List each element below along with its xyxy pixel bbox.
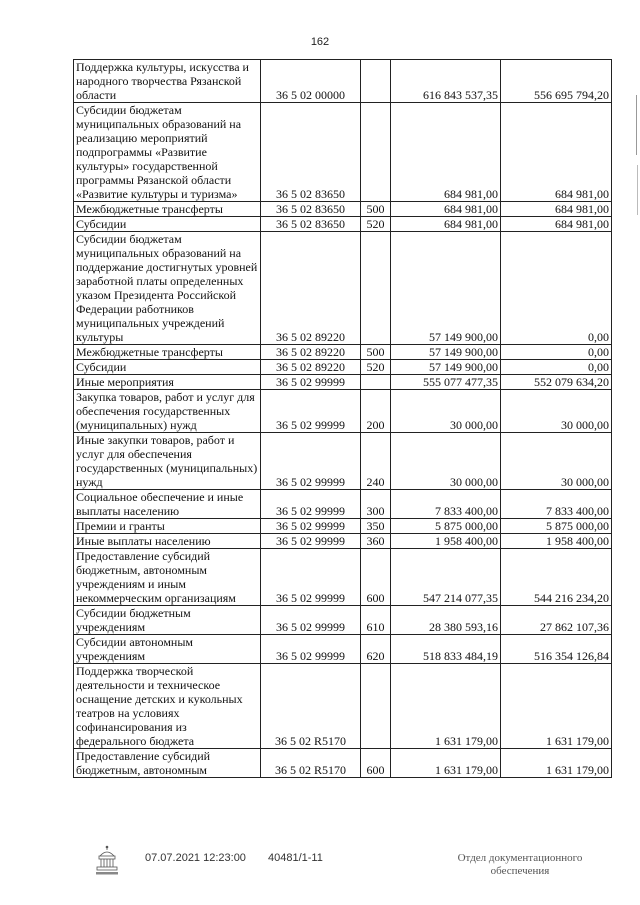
table-row	[74, 345, 612, 360]
duma-logo-icon	[92, 844, 122, 878]
row-vr: 500	[361, 345, 391, 360]
row-vr: 600	[361, 749, 391, 778]
table-row	[74, 60, 612, 103]
row-code: 36 5 02 99999	[261, 390, 361, 433]
row-name: Предоставление субсидий бюджетным, автономным учреждениям и иным некоммерческим организациям	[74, 549, 261, 606]
row-code: 36 5 02 R5170	[261, 664, 361, 749]
row-vr: 360	[361, 534, 391, 549]
row-vr	[361, 103, 391, 202]
row-vr: 500	[361, 202, 391, 217]
row-code: 36 5 02 99999	[261, 606, 361, 635]
row-code: 36 5 02 89220	[261, 232, 361, 345]
row-sum-2022: 684 981,00	[501, 202, 612, 217]
stamp-line-2: обеспечения	[490, 865, 550, 877]
row-vr: 520	[361, 360, 391, 375]
row-sum-2021: 1 958 400,00	[391, 534, 501, 549]
row-code: 36 5 02 89220	[261, 345, 361, 360]
row-code: 36 5 02 83650	[261, 217, 361, 232]
row-code: 36 5 02 99999	[261, 534, 361, 549]
row-sum-2021: 7 833 400,00	[391, 490, 501, 519]
page-number: 162	[310, 36, 330, 48]
row-sum-2021: 57 149 900,00	[391, 360, 501, 375]
department-stamp	[440, 852, 600, 878]
row-vr: 200	[361, 390, 391, 433]
row-code: 36 5 02 99999	[261, 490, 361, 519]
footer-doc-number: 40481/1-11	[268, 852, 323, 864]
row-vr: 240	[361, 433, 391, 490]
row-sum-2022: 516 354 126,84	[501, 635, 612, 664]
row-code: 36 5 02 R5170	[261, 749, 361, 778]
row-sum-2022: 544 216 234,20	[501, 549, 612, 606]
row-name: Субсидии бюджетам муниципальных образований на поддержание достигнутых уровней заработной платы определенных указом Президента Российской Федерации работников муниципальных учреждений культуры	[74, 232, 261, 345]
row-code: 36 5 02 99999	[261, 433, 361, 490]
row-sum-2022: 5 875 000,00	[501, 519, 612, 534]
row-name: Межбюджетные трансферты	[74, 345, 261, 360]
table-row	[74, 534, 612, 549]
row-name: Субсидии	[74, 360, 261, 375]
row-sum-2021: 547 214 077,35	[391, 549, 501, 606]
row-sum-2022: 684 981,00	[501, 217, 612, 232]
row-code: 36 5 02 99999	[261, 549, 361, 606]
row-sum-2021: 616 843 537,35	[391, 60, 501, 103]
row-code: 36 5 02 89220	[261, 360, 361, 375]
row-name: Субсидии	[74, 217, 261, 232]
row-sum-2021: 555 077 477,35	[391, 375, 501, 390]
row-name: Иные выплаты населению	[74, 534, 261, 549]
row-sum-2022: 0,00	[501, 345, 612, 360]
budget-table	[73, 59, 612, 778]
row-vr: 620	[361, 635, 391, 664]
row-sum-2021: 1 631 179,00	[391, 749, 501, 778]
table-row	[74, 390, 612, 433]
row-sum-2022: 0,00	[501, 232, 612, 345]
row-sum-2022: 556 695 794,20	[501, 60, 612, 103]
table-row	[74, 606, 612, 635]
page-footer	[0, 852, 640, 892]
row-sum-2022: 7 833 400,00	[501, 490, 612, 519]
stamp-line-1: Отдел документационного	[457, 852, 583, 864]
row-sum-2021: 684 981,00	[391, 217, 501, 232]
table-row	[74, 433, 612, 490]
row-name: Закупка товаров, работ и услуг для обеспечения государственных (муниципальных) нужд	[74, 390, 261, 433]
row-name: Премии и гранты	[74, 519, 261, 534]
row-sum-2022: 30 000,00	[501, 433, 612, 490]
row-code: 36 5 02 00000	[261, 60, 361, 103]
row-name: Поддержка культуры, искусства и народного творчества Рязанской области	[74, 60, 261, 103]
row-name: Социальное обеспечение и иные выплаты населению	[74, 490, 261, 519]
row-sum-2022: 684 981,00	[501, 103, 612, 202]
row-sum-2021: 1 631 179,00	[391, 664, 501, 749]
row-vr: 600	[361, 549, 391, 606]
table-row	[74, 103, 612, 202]
row-vr: 350	[361, 519, 391, 534]
footer-datetime: 07.07.2021 12:23:00	[145, 852, 246, 864]
row-name: Поддержка творческой деятельности и техническое оснащение детских и кукольных театров на условиях софинансирования из федерального бюджета	[74, 664, 261, 749]
row-sum-2021: 684 981,00	[391, 103, 501, 202]
row-sum-2022: 1 631 179,00	[501, 664, 612, 749]
table-row	[74, 375, 612, 390]
row-code: 36 5 02 99999	[261, 635, 361, 664]
row-sum-2021: 30 000,00	[391, 433, 501, 490]
row-vr	[361, 664, 391, 749]
row-sum-2022: 0,00	[501, 360, 612, 375]
row-sum-2022: 552 079 634,20	[501, 375, 612, 390]
row-vr	[361, 60, 391, 103]
row-code: 36 5 02 83650	[261, 202, 361, 217]
table-row	[74, 664, 612, 749]
table-row	[74, 519, 612, 534]
row-code: 36 5 02 99999	[261, 375, 361, 390]
row-name: Иные закупки товаров, работ и услуг для обеспечения государственных (муниципальных) нужд	[74, 433, 261, 490]
row-vr	[361, 375, 391, 390]
row-sum-2021: 5 875 000,00	[391, 519, 501, 534]
row-vr	[361, 232, 391, 345]
row-sum-2021: 57 149 900,00	[391, 232, 501, 345]
table-row	[74, 232, 612, 345]
row-vr: 520	[361, 217, 391, 232]
row-name: Иные мероприятия	[74, 375, 261, 390]
row-name: Субсидии автономным учреждениям	[74, 635, 261, 664]
row-sum-2021: 30 000,00	[391, 390, 501, 433]
row-vr: 610	[361, 606, 391, 635]
row-sum-2022: 27 862 107,36	[501, 606, 612, 635]
table-row	[74, 635, 612, 664]
row-code: 36 5 02 83650	[261, 103, 361, 202]
row-name: Межбюджетные трансферты	[74, 202, 261, 217]
row-sum-2022: 1 958 400,00	[501, 534, 612, 549]
row-sum-2022: 30 000,00	[501, 390, 612, 433]
table-row	[74, 217, 612, 232]
row-vr: 300	[361, 490, 391, 519]
row-code: 36 5 02 99999	[261, 519, 361, 534]
row-sum-2021: 57 149 900,00	[391, 345, 501, 360]
row-name: Предоставление субсидий бюджетным, автономным	[74, 749, 261, 778]
table-row	[74, 490, 612, 519]
table-row	[74, 360, 612, 375]
row-sum-2021: 518 833 484,19	[391, 635, 501, 664]
table-row	[74, 749, 612, 778]
table-row	[74, 549, 612, 606]
row-sum-2022: 1 631 179,00	[501, 749, 612, 778]
row-name: Субсидии бюджетам муниципальных образований на реализацию мероприятий подпрограммы «Развитие культуры» государственной программы Рязанской области «Развитие культуры и туризма»	[74, 103, 261, 202]
row-sum-2021: 684 981,00	[391, 202, 501, 217]
row-sum-2021: 28 380 593,16	[391, 606, 501, 635]
row-name: Субсидии бюджетным учреждениям	[74, 606, 261, 635]
scan-edge-mark	[634, 95, 640, 215]
table-row	[74, 202, 612, 217]
